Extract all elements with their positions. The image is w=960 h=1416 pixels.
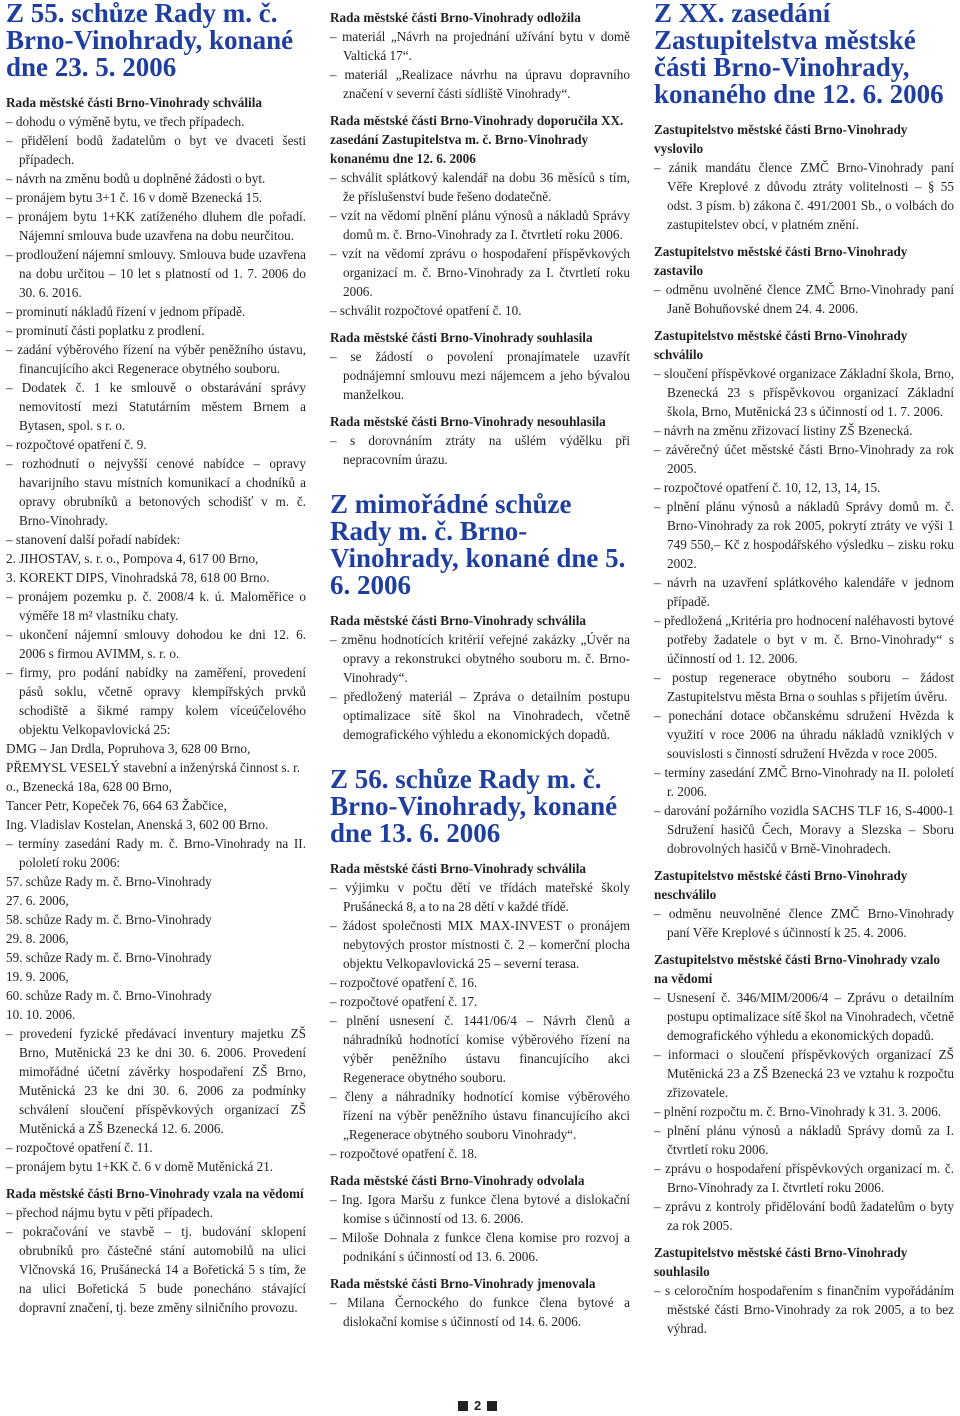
list-item: – plnění plánu výnosů a nákladů Správy domů za I. čtvrtletí roku 2006.: [654, 1123, 954, 1157]
list-item: – přechod nájmu bytu v pěti případech.: [6, 1205, 213, 1220]
column-2: [330, 0, 630, 1331]
list-item: – s celoročním hospodařením s finančním vypořádáním městské části Brno-Vinohrady za rok 2005, a to bez výhrad.: [654, 1283, 954, 1336]
list-item: – rozpočtové opatření č. 17.: [330, 994, 478, 1009]
list-item: – darování požárního vozidla SACHS TLF 16, S-4000-1 Sdružení hasičů Čech, Moravy a Slezska – Sboru dobrovolných hasičů v Brně-Vinohradech.: [654, 803, 954, 856]
list-item: – s dorovnáním ztráty na ušlém výdělku při nepracovním úrazu.: [330, 433, 630, 467]
list-item: – rozpočtové opatření č. 16.: [330, 975, 478, 990]
list-item: – Milana Černockého do funkce člena bytové a dislokační komise s účinností od 14. 6. 2006.: [330, 1295, 630, 1329]
list-item: – schválit splátkový kalendář na dobu 36 měsíců s tím, že příslušenství bude řešeno dodatečně.: [330, 170, 630, 204]
list-item: – materiál „Realizace návrhu na úpravu dopravního značení v severní části sídliště Vinohrady“.: [330, 67, 630, 101]
list-item: – materiál „Návrh na projednání užívání bytu v domě Valtická 17“.: [330, 29, 630, 63]
list-item: – prodloužení nájemní smlouvy. Smlouva bude uzavřena na dobu určitou – 10 let s platností od 1. 7. 2006 do 30. 6. 2016.: [6, 247, 306, 300]
list-item: – prominutí nákladů řízení v jednom případě.: [6, 304, 246, 319]
list-item: – plnění usnesení č. 1441/06/4 – Návrh členů a náhradníků hodnotící komise výběrového řízení na výběr peněžního ústavu financujícího akci Regenerace obytného souboru.: [330, 1013, 630, 1085]
list-item: – stanovení další pořadí nabídek:: [6, 532, 181, 547]
list-item: – zprávu o hospodaření příspěvkových organizací m. č. Brno-Vinohrady za I. čtvrtletí roku 2006.: [654, 1161, 954, 1195]
resolution-heading: Zastupitelstvo městské části Brno-Vinohrady souhlasilo: [654, 1245, 908, 1279]
resolution-heading: Zastupitelstvo městské části Brno-Vinohrady schválilo: [654, 328, 908, 362]
spacer: [330, 469, 630, 491]
list-item: – pokračování ve stavbě – tj. budování sklopení obrubníků pro částečné stání automobilů na ulici Vlčnovská 16, Prušánecká 14 a Bořetická 5 s tím, že na ulici Bořetická 5 bude ponecháno stávající dopravní značení, tj. beze změny silničního provozu.: [6, 1224, 306, 1315]
page-footer: [452, 1398, 503, 1413]
list-item: – předložený materiál – Zpráva o detailním postupu optimalizace sítě škol na Vinohradech, včetně demografického výhledu a ekonomických dopadů.: [330, 689, 630, 742]
list-item: – rozhodnutí o nejvyšší cenové nabídce – opravy havarijního stavu místních komunikací a chodníků a opravy obrubníků a betonových schodišť v m. č. Brno-Vinohrady.: [6, 456, 306, 528]
list-item: – rozpočtové opatření č. 10, 12, 13, 14, 15.: [654, 480, 881, 495]
text-line: PŘEMYSL VESELÝ stavební a inženýrská činnost s. r. o., Bzenecká 18a, 628 00 Brno,: [6, 760, 301, 794]
list-item: – Usnesení č. 346/MIM/2006/4 – Zprávu o detailním postupu optimalizace sítě škol na Vinohradech, včetně demografického výhledu a ekonomických dopadů.: [654, 990, 954, 1043]
list-item: – předložená „Kritéria pro hodnocení naléhavosti bytové potřeby žadatele o byt v m. č. Brno-Vinohrady“ s účinností od 1. 12. 2006.: [654, 613, 954, 666]
resolution-heading: Zastupitelstvo městské části Brno-Vinohrady neschválilo: [654, 868, 908, 902]
list-item: – žádost společnosti MIX MAX-INVEST o pronájem nebytových prostor místnosti č. 2 – komerční plocha objektu Velkopavlovická 25 – severní terasa.: [330, 918, 630, 971]
list-item: – Ing. Igora Maršu z funkce člena bytové a dislokační komise s účinností od 13. 6. 2006.: [330, 1192, 630, 1226]
square-bullet-icon: [458, 1401, 468, 1411]
list-item: – vzít na vědomí plnění plánu výnosů a nákladů Správy domů m. č. Brno-Vinohrady za I. čtvrtletí roku 2006.: [330, 208, 630, 242]
list-item: – zánik mandátu člence ZMČ Brno-Vinohrady paní Věře Kreplové z důvodu ztráty volitelnosti – § 55 odst. 3 písm. b) zákona č. 491/2001 Sb., o volbách do zastupitelstev obcí, v platném znění.: [654, 160, 954, 232]
resolution-heading: Rada městské části Brno-Vinohrady schválila: [6, 95, 262, 110]
text-line: 60. schůze Rady m. č. Brno-Vinohrady: [6, 988, 212, 1003]
section-title: Z 56. schůze Rady m. č. Brno-Vinohrady, konané dne 13. 6. 2006: [330, 764, 618, 848]
text-line: 57. schůze Rady m. č. Brno-Vinohrady: [6, 874, 212, 889]
list-item: – změnu hodnotících kritérií veřejné zakázky „Úvěr na opravy a rekonstrukci obytného souboru m. č. Brno-Vinohrady“.: [330, 632, 630, 685]
list-item: – termíny zasedání ZMČ Brno-Vinohrady na II. pololetí r. 2006.: [654, 765, 954, 799]
text-line: 3. KOREKT DIPS, Vinohradská 78, 618 00 Brno.: [6, 570, 270, 585]
text-line: 10. 10. 2006.: [6, 1007, 76, 1022]
list-item: – zprávu z kontroly přidělování bodů žadatelům o byty za rok 2005.: [654, 1199, 954, 1233]
list-item: – zadání výběrového řízení na výběr peněžního ústavu, financujícího akci Regenerace obytného souboru.: [6, 342, 306, 376]
list-item: – závěrečný účet městské části Brno-Vinohrady za rok 2005.: [654, 442, 954, 476]
square-bullet-icon: [487, 1401, 497, 1411]
list-item: – odměnu uvolněné člence ZMČ Brno-Vinohrady paní Janě Bohuňovské dnem 24. 4. 2006.: [654, 282, 954, 316]
text-line: 27. 6. 2006,: [6, 893, 69, 908]
list-item: – postup regenerace obytného souboru – žádost Zastupitelstvu města Brna o souhlas s přijetím úvěru.: [654, 670, 954, 704]
list-item: – firmy, pro podání nabídky na zaměření, provedení pásů soklu, včetně opravy klempířských prvků schodiště a šikmé rampy kolem víceúčelového objektu Velkopavlovická 25:: [6, 665, 306, 737]
list-item: – vzít na vědomí zprávu o hospodaření příspěvkových organizací m. č. Brno-Vinohrady za I. čtvrtletí roku 2006.: [330, 246, 630, 299]
list-item: – Dodatek č. 1 ke smlouvě o obstarávání správy nemovitostí mezi Statutárním městem Brnem a Bytasen, spol. s r. o.: [6, 380, 306, 433]
text-line: Ing. Vladislav Kostelan, Anenská 3, 602 00 Brno.: [6, 817, 269, 832]
list-item: – informaci o sloučení příspěvkových organizací ZŠ Mutěnická 23 a ZŠ Bzenecká 23 ve vztahu k rozpočtu zřizovatele.: [654, 1047, 954, 1100]
list-item: – pronájem bytu 3+1 č. 16 v domě Bzenecká 15.: [6, 190, 263, 205]
list-item: – návrh na změnu bodů u doplněné žádosti o byt.: [6, 171, 266, 186]
text-line: DMG – Jan Drdla, Popruhova 3, 628 00 Brno,: [6, 741, 251, 756]
list-item: – plnění rozpočtu m. č. Brno-Vinohrady k 31. 3. 2006.: [654, 1104, 942, 1119]
resolution-heading: Rada městské části Brno-Vinohrady jmenovala: [330, 1276, 596, 1291]
resolution-heading: Zastupitelstvo městské části Brno-Vinohrady vzalo na vědomí: [654, 952, 940, 986]
spacer: [330, 744, 630, 766]
list-item: – rozpočtové opatření č. 11.: [6, 1140, 153, 1155]
list-item: – návrh na uzavření splátkového kalendáře v jednom případě.: [654, 575, 954, 609]
list-item: – sloučení příspěvkové organizace Základní škola, Brno, Bzenecká 23 s příspěvkovou organizací Základní škola, Brno, Mutěnická 23 s účinností od 1. 7. 2006.: [654, 366, 954, 419]
resolution-heading: Zastupitelstvo městské části Brno-Vinohrady zastavilo: [654, 244, 908, 278]
section-title: Z mimořádné schůze Rady m. č. Brno-Vinohrady, konané dne 5. 6. 2006: [330, 489, 626, 600]
resolution-heading: Rada městské části Brno-Vinohrady odvolala: [330, 1173, 585, 1188]
section-title: Z XX. zasedání Zastupitelstva městské části Brno-Vinohrady, konaného dne 12. 6. 2006: [654, 0, 944, 109]
list-item: – přidělení bodů žadatelům o byt ve dvaceti šesti případech.: [6, 133, 306, 167]
list-item: – prominutí části poplatku z prodlení.: [6, 323, 205, 338]
list-item: – pronájem bytu 1+KK zatíženého dluhem dle pořadí. Nájemní smlouva bude uzavřena na dobu neurčitou.: [6, 209, 306, 243]
list-item: – termíny zasedání Rady m. č. Brno-Vinohrady na II. pololetí roku 2006:: [6, 836, 306, 870]
list-item: – členy a náhradníky hodnotící komise výběrového řízení na výběr peněžního ústavu financujícího akci „Regenerace obytného souboru Vinohrady“.: [330, 1089, 630, 1142]
text-line: 2. JIHOSTAV, s. r. o., Pompova 4, 617 00 Brno,: [6, 551, 259, 566]
column-1: [6, 0, 306, 1317]
list-item: – rozpočtové opatření č. 9.: [6, 437, 147, 452]
resolution-heading: Rada městské části Brno-Vinohrady schválila: [330, 861, 586, 876]
column-3: [654, 0, 954, 1338]
text-line: 29. 8. 2006,: [6, 931, 69, 946]
list-item: – návrh na změnu zřizovací listiny ZŠ Bzenecká.: [654, 423, 913, 438]
list-item: – plnění plánu výnosů a nákladů Správy domů m. č. Brno-Vinohrady za rok 2005, pokrytí ztráty ve výši 1 749 550,– Kč z hospodářského výsledku – zisku roku 2002.: [654, 499, 954, 571]
resolution-heading: Rada městské části Brno-Vinohrady odložila: [330, 10, 581, 25]
resolution-heading: Rada městské části Brno-Vinohrady schválila: [330, 613, 586, 628]
text-line: 59. schůze Rady m. č. Brno-Vinohrady: [6, 950, 212, 965]
list-item: – výjimku v počtu dětí ve třídách mateřské školy Prušánecká 8, a to na 28 dětí v každé třídě.: [330, 880, 630, 914]
list-item: – odměnu neuvolněné člence ZMČ Brno-Vinohrady paní Věře Kreplové s účinností k 25. 4. 2006.: [654, 906, 954, 940]
text-line: Tancer Petr, Kopeček 76, 664 63 Žabčice,: [6, 798, 227, 813]
list-item: – schválit rozpočtové opatření č. 10.: [330, 303, 522, 318]
text-line: 19. 9. 2006,: [6, 969, 69, 984]
resolution-heading: Rada městské části Brno-Vinohrady nesouhlasila: [330, 414, 606, 429]
list-item: – provedení fyzické předávací inventury majetku ZŠ Brno, Mutěnická 23 ke dni 30. 6. 2006. Provedení mimořádné účetní závěrky hospodaření ZŠ Brno, Mutěnická 23 ke dni 30. 6. 2006 za podmínky schválení sloučení příspěvkových organizací ZŠ Mutěnická a ZŠ Bzenecká 12. 6. 2006.: [6, 1026, 306, 1136]
list-item: – ukončení nájemní smlouvy dohodou ke dni 12. 6. 2006 s firmou AVIMM, s. r. o.: [6, 627, 306, 661]
list-item: – pronájem bytu 1+KK č. 6 v domě Mutěnická 21.: [6, 1159, 274, 1174]
page-number: 2: [474, 1398, 482, 1413]
list-item: – se žádostí o povolení pronajímatele uzavřít podnájemní smlouvu mezi nájemcem a jeho bývalou manželkou.: [330, 349, 630, 402]
list-item: – pronájem pozemku p. č. 2008/4 k. ú. Maloměřice o výměře 18 m² vlastníku chaty.: [6, 589, 306, 623]
list-item: – Miloše Dohnala z funkce člena komise pro rozvoj a podnikání s účinností od 13. 6. 2006.: [330, 1230, 630, 1264]
resolution-heading: Rada městské části Brno-Vinohrady vzala na vědomí: [6, 1186, 304, 1201]
resolution-heading: Rada městské části Brno-Vinohrady souhlasila: [330, 330, 593, 345]
list-item: – rozpočtové opatření č. 18.: [330, 1146, 478, 1161]
resolution-heading: Rada městské části Brno-Vinohrady doporučila XX. zasedání Zastupitelstva m. č. Brno-Vinohrady konanému dne 12. 6. 2006: [330, 113, 624, 166]
text-line: 58. schůze Rady m. č. Brno-Vinohrady: [6, 912, 212, 927]
list-item: – ponechání dotace občanskému sdružení Hvězda k využití v roce 2006 na úhradu nákladů vzniklých v souvislosti s činností sdružení Hvězda v roce 2005.: [654, 708, 954, 761]
resolution-heading: Zastupitelstvo městské části Brno-Vinohrady vyslovilo: [654, 122, 908, 156]
list-item: – dohodu o výměně bytu, ve třech případech.: [6, 114, 245, 129]
section-title: Z 55. schůze Rady m. č. Brno-Vinohrady, konané dne 23. 5. 2006: [6, 0, 294, 82]
